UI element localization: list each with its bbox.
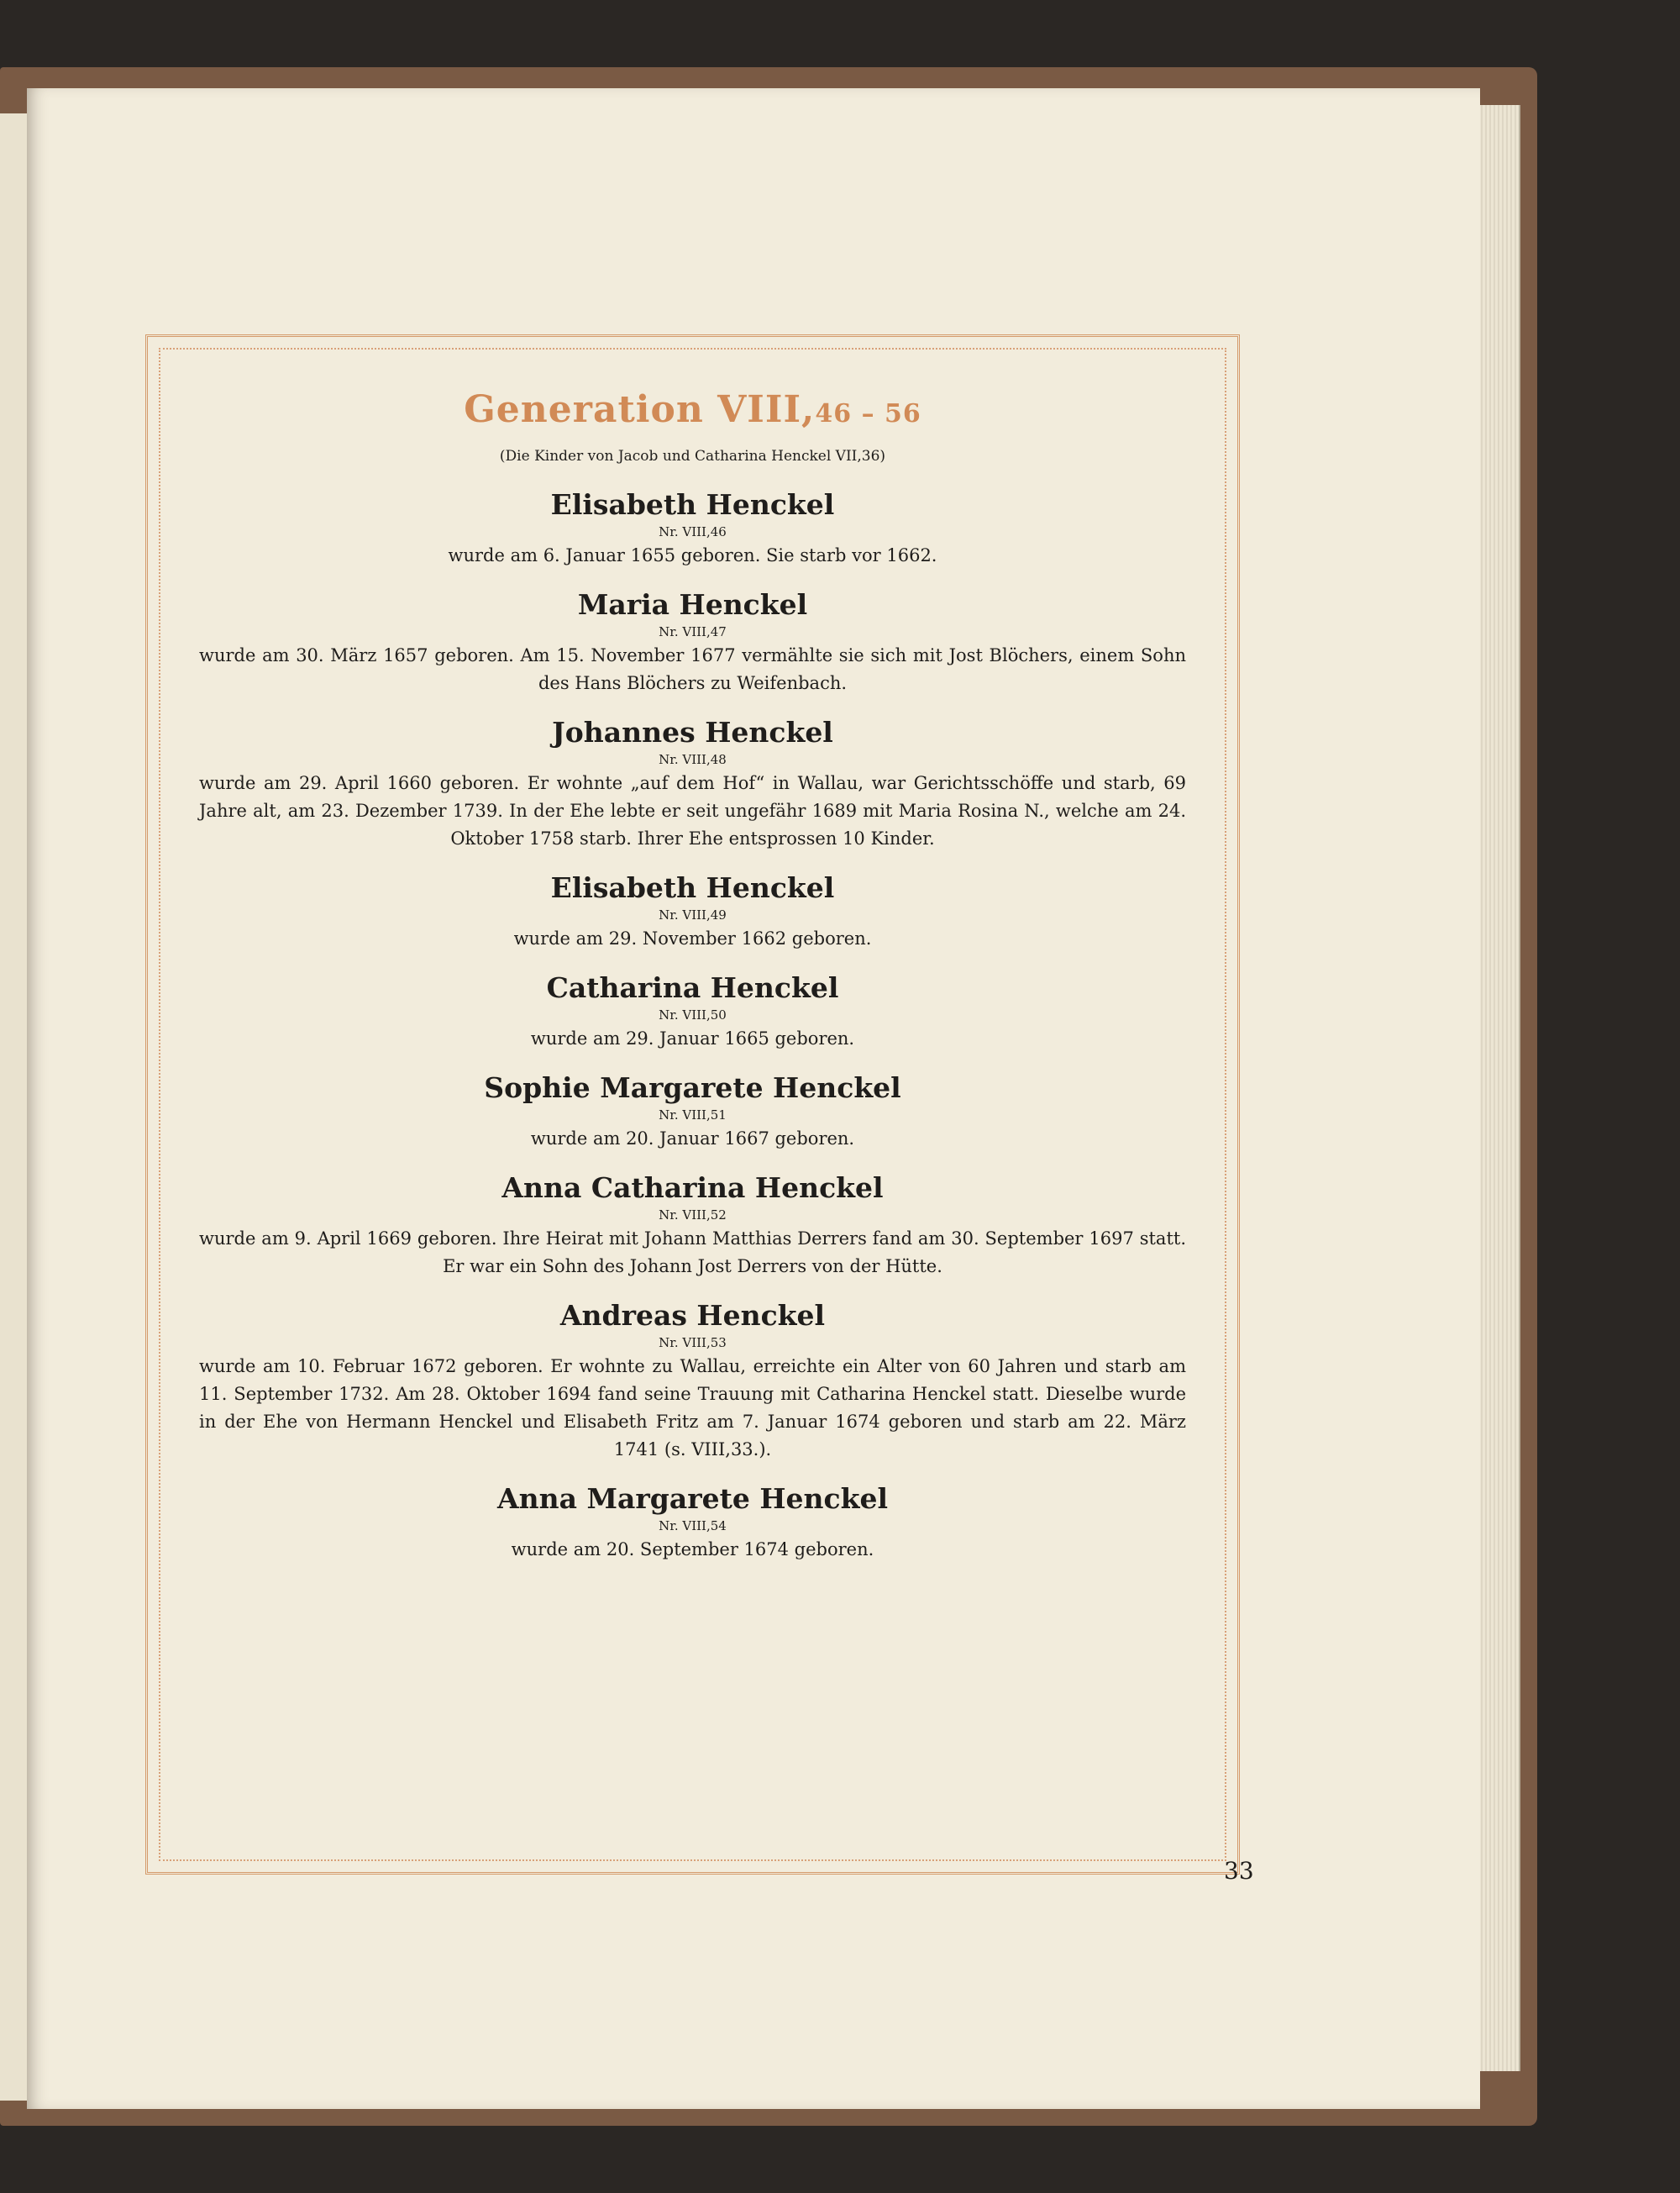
person-name: Anna Margarete Henckel — [497, 1482, 888, 1515]
generation-subtitle: (Die Kinder von Jacob und Catharina Henckel VII,36) — [499, 448, 886, 465]
person-text: wurde am 29. Januar 1665 geboren. — [530, 1028, 855, 1049]
person-text: wurde am 29. April 1660 geboren. Er wohnte „auf dem Hof“ in Wallau, war Gerichtsschöffe und starb, 69 Jahre alt, am 23. Dezember 1739. In der Ehe lebte er seit ungefähr 1689 mit Maria Rosina N., welche am 24. Oktober 1758 starb. Ihrer Ehe entsprossen 10 Kinder. — [199, 773, 1186, 849]
person-name: Anna Catharina Henckel — [501, 1171, 884, 1204]
person-number: Nr. VIII,47 — [659, 624, 727, 639]
person-number: Nr. VIII,52 — [659, 1207, 727, 1223]
person-number: Nr. VIII,54 — [659, 1518, 727, 1533]
person-name: Elisabeth Henckel — [550, 871, 835, 904]
book-page — [27, 88, 1480, 2109]
person-name: Elisabeth Henckel — [550, 488, 835, 521]
person-number: Nr. VIII,51 — [659, 1107, 727, 1123]
page-number: 33 — [1224, 1857, 1254, 1885]
person-text: wurde am 20. September 1674 geboren. — [511, 1539, 874, 1559]
ornamental-frame — [143, 332, 1242, 1877]
person-text: wurde am 30. März 1657 geboren. Am 15. November 1677 vermählte sie sich mit Jost Blöchers, einem Sohn des Hans Blöchers zu Weifenbach. — [199, 645, 1186, 693]
entry-viii-50 — [199, 971, 1186, 1053]
left-page-edge — [0, 113, 28, 2101]
person-text: wurde am 29. November 1662 geboren. — [513, 928, 872, 949]
person-text: wurde am 9. April 1669 geboren. Ihre Heirat mit Johann Matthias Derrers fand am 30. September 1697 statt. Er war ein Sohn des Johann Jost Derrers von der Hütte. — [199, 1228, 1186, 1276]
person-text: wurde am 10. Februar 1672 geboren. Er wohnte zu Wallau, erreichte ein Alter von 60 Jahren und starb am 11. September 1732. Am 28. Oktober 1694 fand seine Trauung mit Catharina Henckel statt. Dieselbe wurde in der Ehe von Hermann Henckel und Elisabeth Fritz am 7. Januar 1674 geboren und starb am 22. März 1741 (s. VIII,33.). — [199, 1356, 1186, 1459]
person-number: Nr. VIII,50 — [659, 1007, 727, 1023]
generation-range: 46 – 56 — [815, 399, 921, 429]
entry-viii-54 — [199, 1482, 1186, 1564]
entry-viii-52 — [199, 1171, 1186, 1281]
entry-viii-49 — [199, 871, 1186, 953]
person-name: Sophie Margarete Henckel — [484, 1071, 901, 1104]
person-number: Nr. VIII,53 — [659, 1335, 727, 1350]
person-name: Catharina Henckel — [546, 971, 839, 1004]
entry-viii-48 — [199, 716, 1186, 853]
entry-viii-53 — [199, 1299, 1186, 1464]
page-content — [199, 388, 1186, 1582]
person-name: Andreas Henckel — [559, 1299, 826, 1332]
person-name: Johannes Henckel — [552, 716, 833, 749]
person-name: Maria Henckel — [577, 588, 808, 621]
person-text: wurde am 6. Januar 1655 geboren. Sie starb vor 1662. — [448, 545, 937, 565]
person-text: wurde am 20. Januar 1667 geboren. — [530, 1128, 855, 1149]
generation-title-text: Generation VIII, — [464, 388, 816, 431]
person-number: Nr. VIII,48 — [659, 752, 727, 767]
entry-viii-46 — [199, 488, 1186, 570]
generation-title — [199, 388, 1186, 431]
person-number: Nr. VIII,46 — [659, 524, 727, 539]
entry-viii-51 — [199, 1071, 1186, 1153]
person-number: Nr. VIII,49 — [659, 907, 727, 923]
entry-viii-47 — [199, 588, 1186, 697]
